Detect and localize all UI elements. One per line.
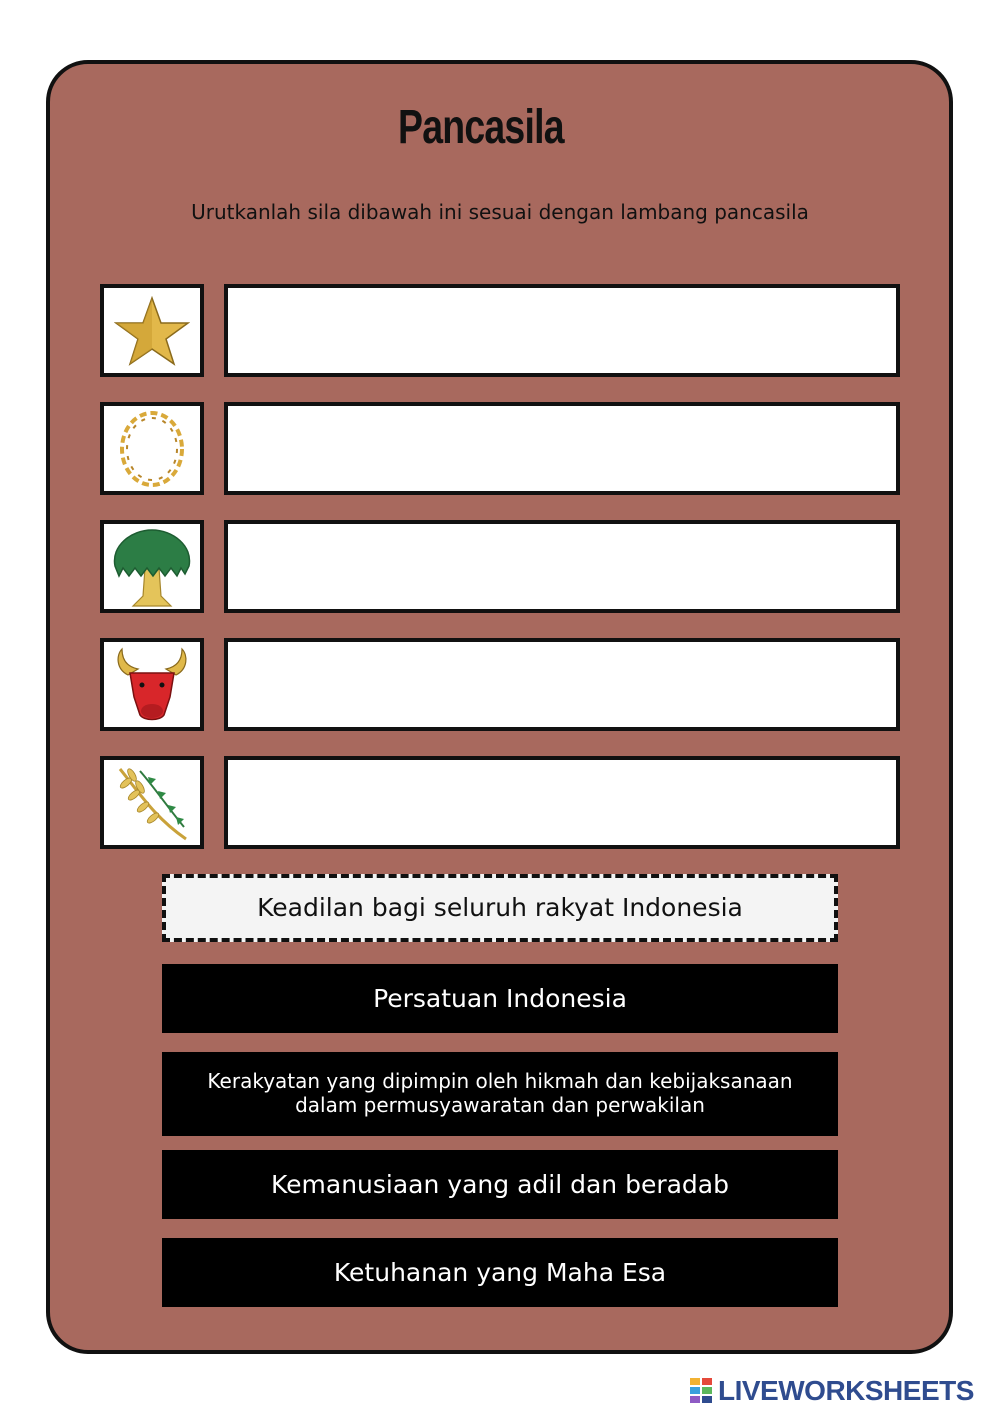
brand-name: LIVEWORKSHEETS <box>718 1375 974 1406</box>
option-keadilan[interactable] <box>162 874 838 942</box>
symbol-box-tree <box>100 520 204 613</box>
star-icon <box>114 296 190 366</box>
bull-head-icon <box>110 645 194 725</box>
answer-slot-5[interactable] <box>224 756 900 849</box>
symbol-box-bull <box>100 638 204 731</box>
banyan-tree-icon <box>109 526 195 608</box>
option-label: Keadilan bagi seluruh rakyat Indonesia <box>257 893 743 923</box>
brand-logo[interactable] <box>690 1374 974 1408</box>
instruction-text: Urutkanlah sila dibawah ini sesuai dengan lambang pancasila <box>191 200 809 224</box>
chain-icon <box>112 407 192 491</box>
option-label: Persatuan Indonesia <box>373 983 627 1013</box>
page-title: Pancasila <box>398 101 564 154</box>
option-label: Kerakyatan yang dipimpin oleh hikmah dan kebijaksanaan dalam permusyawaratan dan perwakilan <box>207 1069 793 1117</box>
option-persatuan[interactable] <box>162 964 838 1033</box>
rice-cotton-icon <box>110 761 194 845</box>
option-kemanusiaan[interactable] <box>162 1150 838 1219</box>
symbol-box-star <box>100 284 204 377</box>
answer-slot-1[interactable] <box>224 284 900 377</box>
answer-slot-4[interactable] <box>224 638 900 731</box>
symbol-box-rice-cotton <box>100 756 204 849</box>
liveworksheets-logo-icon <box>690 1378 714 1404</box>
answer-slot-3[interactable] <box>224 520 900 613</box>
answer-slot-2[interactable] <box>224 402 900 495</box>
option-ketuhanan[interactable] <box>162 1238 838 1307</box>
symbol-box-chain <box>100 402 204 495</box>
option-label: Kemanusiaan yang adil dan beradab <box>271 1169 729 1199</box>
option-label: Ketuhanan yang Maha Esa <box>333 1257 667 1287</box>
option-kerakyatan[interactable] <box>162 1052 838 1136</box>
